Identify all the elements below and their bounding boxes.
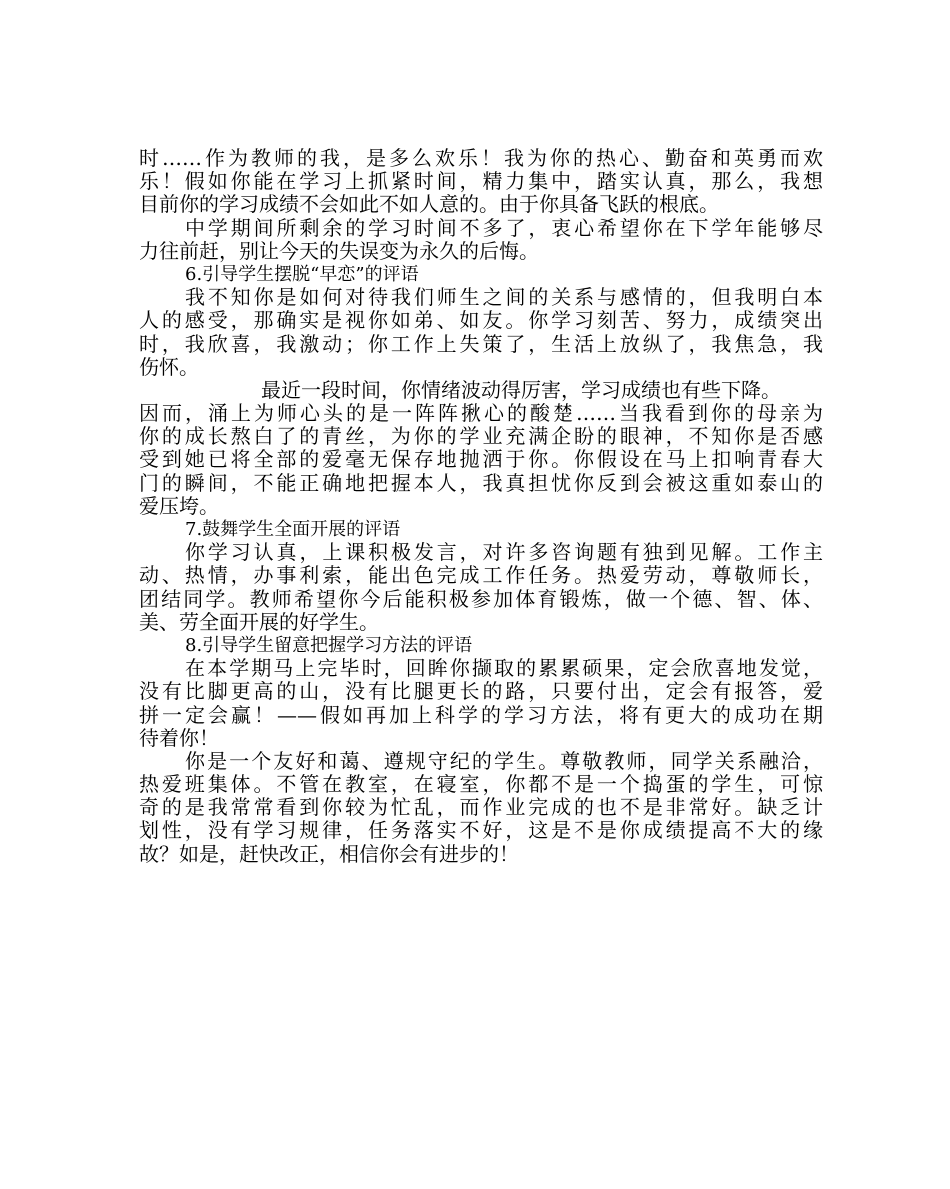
text-line: 故？如是，赶快改正，相信你会有进步的！ [139,841,519,866]
text-line: 我不知你是如何对待我们师生之间的关系与感情的，但我明白本 [185,285,823,310]
text-line: 你是一个友好和蔼、遵规守纪的学生。尊敬教师，同学关系融洽， [185,748,823,773]
section-heading-7: 7.鼓舞学生全面开展的评语 [185,519,401,540]
text-line: 美、劳全面开展的好学生。 [139,609,379,634]
document-body [139,147,823,866]
section-heading-8: 8.引导学生留意把握学习方法的评语 [185,634,473,656]
text-line: 乐！假如你能在学习上抓紧时间，精力集中，踏实认真，那么，我想 [139,169,823,194]
text-line: 爱压垮。 [139,493,219,518]
text-line: 伤怀。 [139,354,199,379]
text-line: 奇的是我常常看到你较为忙乱，而作业完成的也不是非常好。缺乏计 [139,795,823,820]
text-line: 划性，没有学习规律，任务落实不好，这是不是你成绩提高不大的缘 [139,818,823,843]
text-line: 待着你！ [139,725,219,750]
text-line: 时……作为教师的我，是多么欢乐！我为你的热心、勤奋和英勇而欢 [139,146,823,170]
text-line: 时，我欣喜，我激动；你工作上失策了，生活上放纵了，我焦急，我 [139,331,823,356]
text-line: 动、热情，办事利索，能出色完成工作任务。热爱劳动，尊敬师长， [139,563,823,588]
text-line: 最近一段时间，你情绪波动得厉害，学习成绩也有些下降。 [261,377,781,402]
text-line: 你学习认真，上课积极发言，对许多咨询题有独到见解。工作主 [185,540,823,565]
text-line: 热爱班集体。不管在教室，在寝室，你都不是一个捣蛋的学生，可惊 [139,772,823,797]
text-line: 拼一定会赢！——假如再加上科学的学习方法，将有更大的成功在期 [139,702,823,727]
text-line: 力往前赶，别让今天的失误变为永久的后悔。 [139,238,539,263]
text-line: 目前你的学习成绩不会如此不如人意的。由于你具备飞跃的根底。 [139,192,719,217]
text-line: 没有比脚更高的山，没有比腿更长的路，只要付出，定会有报答，爱 [139,679,823,704]
text-line: 你的成长熬白了的青丝，为你的学业充满企盼的眼神，不知你是否感 [139,424,823,449]
text-line: 中学期间所剩余的学习时间不多了，衷心希望你在下学年能够尽 [185,215,823,240]
text-line: 团结同学。教师希望你今后能积极参加体育锻炼，做一个德、智、体、 [139,586,823,611]
text-line: 人的感受，那确实是视你如弟、如友。你学习刻苦、努力，成绩突出 [139,308,823,333]
text-line: 因而，涌上为师心头的是一阵阵揪心的酸楚……当我看到你的母亲为 [139,401,823,426]
text-line: 在本学期马上完毕时，回眸你撷取的累累硕果，定会欣喜地发觉， [185,656,823,681]
text-line: 受到她已将全部的爱毫无保存地抛洒于你。你假设在马上扣响青春大 [139,447,823,472]
text-line: 门的瞬间，不能正确地把握本人，我真担忧你反到会被这重如泰山的 [139,470,823,495]
section-heading-6: 6.引导学生摆脱“早恋”的评语 [185,263,419,285]
